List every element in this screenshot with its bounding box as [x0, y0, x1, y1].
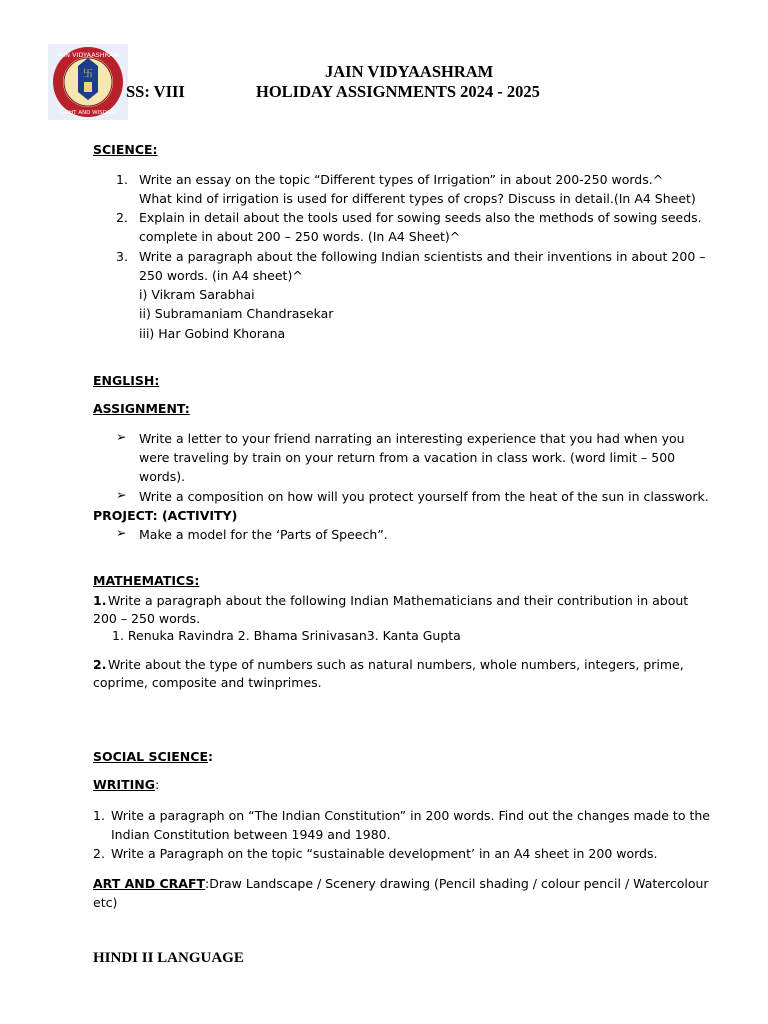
- list-number: 2.: [116, 210, 128, 225]
- list-item: were traveling by train on your return from a vacation in class work. (word limit – 500: [139, 450, 676, 465]
- list-item: Write a letter to your friend narrating an interesting experience that you had when you: [139, 431, 685, 446]
- list-item: 250 words. (in A4 sheet)^: [139, 268, 303, 283]
- assignment-title: HOLIDAY ASSIGNMENTS 2024 - 2025: [256, 82, 540, 101]
- heading-colon: :: [154, 777, 160, 792]
- list-item: Write about the type of numbers such as natural numbers, whole numbers, integers, prime,: [108, 657, 684, 672]
- assignment-heading: ASSIGNMENT:: [93, 401, 190, 416]
- mathematician-names: 1. Renuka Ravindra 2. Bhama Srinivasan3. Kanta Gupta: [112, 628, 461, 643]
- art-and-craft-label: ART AND CRAFT: [93, 876, 206, 891]
- social-science-heading-text: SOCIAL SCIENCE: [93, 749, 208, 764]
- scientist-name: i) Vikram Sarabhai: [139, 287, 255, 302]
- list-number: 1.: [116, 172, 128, 187]
- logo-bottom-text: LIGHT AND WISDOM: [60, 110, 116, 116]
- list-number: 1.: [93, 593, 107, 608]
- school-logo: [48, 44, 128, 120]
- writing-heading: [93, 777, 159, 792]
- list-item: Write a composition on how will you protect yourself from the heat of the sun in classwork.: [139, 489, 709, 504]
- logo-top-text: JAIN VIDYAASHRAM: [57, 51, 119, 59]
- list-item: Make a model for the ‘Parts of Speech”.: [139, 527, 388, 542]
- list-item: Explain in detail about the tools used for sowing seeds also the methods of sowing seeds.: [139, 210, 702, 225]
- list-number: 1.: [93, 808, 105, 823]
- mathematics-heading: MATHEMATICS:: [93, 573, 200, 588]
- list-number: 2.: [93, 846, 105, 861]
- arrow-bullet-icon: ➢: [116, 525, 127, 540]
- scientist-name: iii) Har Gobind Khorana: [139, 326, 286, 341]
- scientist-name: ii) Subramaniam Chandrasekar: [139, 306, 334, 321]
- list-item: 200 – 250 words.: [93, 611, 201, 626]
- class-label: SS: VIII: [126, 82, 185, 101]
- arrow-bullet-icon: ➢: [116, 487, 127, 502]
- project-label: PROJECT: (ACTIVITY): [93, 508, 238, 523]
- art-and-craft: [93, 874, 709, 893]
- list-item: Write a Paragraph on the topic “sustainable development’ in an A4 sheet in 200 words.: [111, 846, 658, 861]
- writing-heading-text: WRITING: [93, 777, 155, 792]
- list-item: Write a paragraph about the following Indian Mathematicians and their contribution in about: [108, 593, 689, 608]
- list-number: 3.: [116, 249, 128, 264]
- social-science-heading: [93, 749, 213, 764]
- list-item: complete in about 200 – 250 words. (In A4 Sheet)^: [139, 229, 461, 244]
- hindi-heading: HINDI II LANGUAGE: [93, 950, 244, 966]
- list-item: words).: [139, 469, 186, 484]
- list-item: Write a paragraph on “The Indian Constitution” in 200 words. Find out the changes made to the: [111, 808, 710, 823]
- arrow-bullet-icon: ➢: [116, 429, 127, 444]
- list-item: coprime, composite and twinprimes.: [93, 675, 322, 690]
- art-and-craft-text: etc): [93, 895, 118, 910]
- list-item: Write an essay on the topic “Different types of Irrigation” in about 200-250 words.^: [139, 172, 664, 187]
- list-item: Indian Constitution between 1949 and 1980.: [111, 827, 391, 842]
- list-item: Write a paragraph about the following Indian scientists and their inventions in about 200 –: [139, 249, 706, 264]
- heading-colon: :: [207, 749, 213, 764]
- list-item: What kind of irrigation is used for different types of crops? Discuss in detail.(In A4 Sheet): [139, 191, 696, 206]
- english-heading: ENGLISH:: [93, 373, 160, 388]
- school-name: JAIN VIDYAASHRAM: [325, 62, 494, 81]
- art-and-craft-text: :Draw Landscape / Scenery drawing (Pencil shading / colour pencil / Watercolour: [205, 876, 709, 891]
- svg-text:卐: 卐: [83, 69, 93, 80]
- list-number: 2.: [93, 657, 107, 672]
- science-heading: SCIENCE:: [93, 142, 158, 157]
